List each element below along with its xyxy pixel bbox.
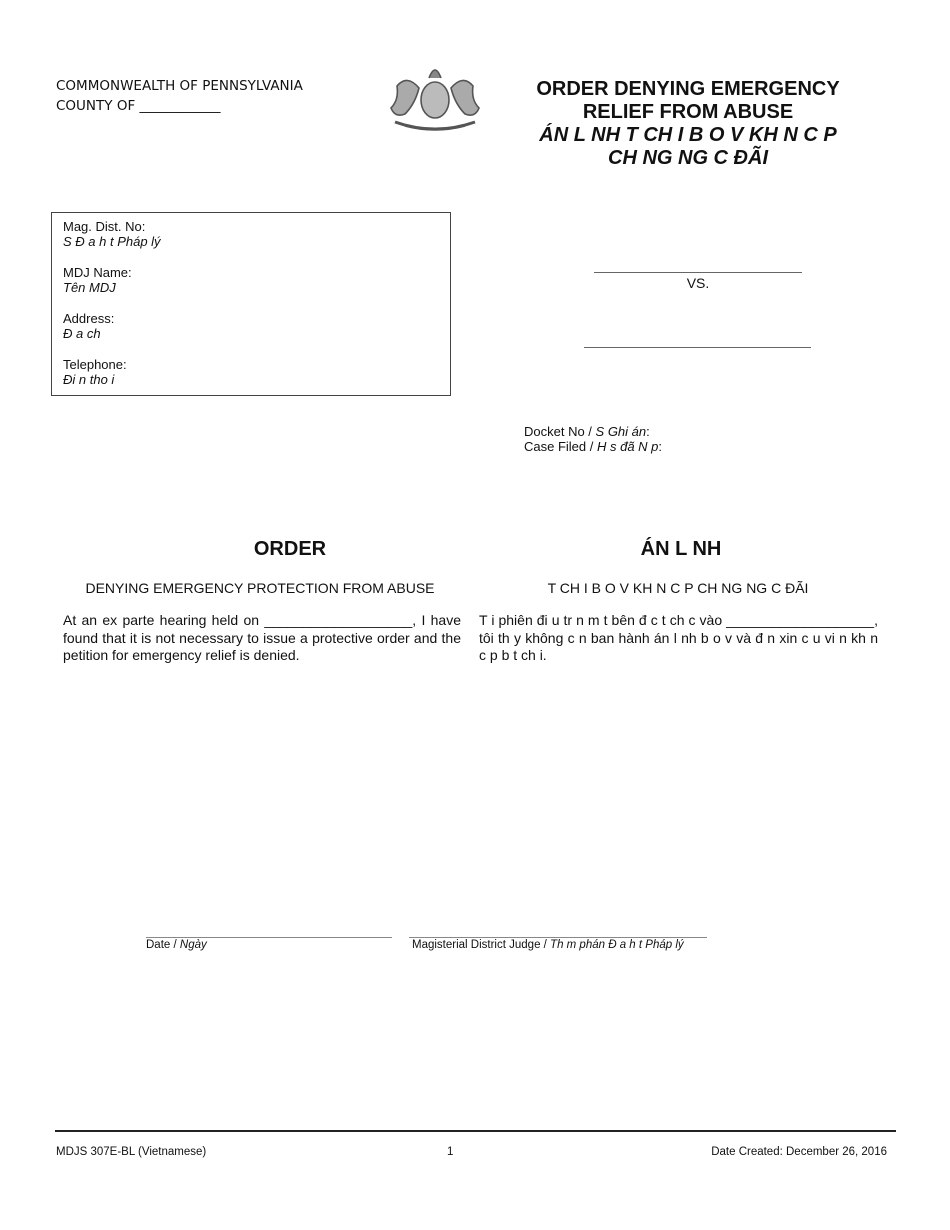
judge-signature-line[interactable] (409, 937, 707, 938)
order-subheading-en: DENYING EMERGENCY PROTECTION FROM ABUSE (85, 580, 435, 596)
judge-label: Magisterial District Judge / Th m phán Đ a h t Pháp lý (412, 939, 684, 951)
order-body-vi: T i phiên đi u tr n m t bên đ c t ch c vào ___________________, tôi th y không c n ban hành án l nh b o v và đ n xin c u vi n kh n c p b t ch i. (479, 612, 878, 663)
date-created: Date Created: December 26, 2016 (711, 1146, 887, 1158)
date-signature-line[interactable] (146, 937, 392, 938)
mag-dist-no-field[interactable] (63, 219, 439, 249)
title-vi-line2: CH NG NG C ĐÃI (608, 147, 768, 169)
document-title (488, 78, 888, 170)
county-label: COUNTY OF ____________ (56, 98, 221, 114)
telephone-field[interactable] (63, 357, 439, 387)
title-en-line2: RELIEF FROM ABUSE (582, 101, 794, 123)
defendant-line[interactable] (584, 347, 811, 348)
field-label: Mag. Dist. No: (63, 219, 146, 234)
field-label-vi: S Đ a h t Pháp lý (63, 234, 161, 249)
case-filed-field[interactable]: Case Filed / H s đã N p: (524, 439, 663, 454)
docket-info (524, 424, 662, 454)
field-label: Address: (63, 311, 115, 326)
address-field[interactable] (63, 311, 439, 341)
field-label: Telephone: (63, 357, 127, 372)
versus-label: VS. (686, 275, 710, 291)
order-heading-en: ORDER (253, 538, 327, 560)
plaintiff-line[interactable] (594, 272, 802, 273)
mdj-name-field[interactable] (63, 265, 439, 295)
court-header (56, 76, 303, 116)
form-id: MDJS 307E-BL (Vietnamese) (56, 1146, 207, 1158)
date-label: Date / Ngày (146, 939, 207, 951)
page-number: 1 (447, 1146, 454, 1158)
state-seal-icon (385, 58, 485, 133)
footer-divider (55, 1130, 896, 1132)
field-label-vi: Tên MDJ (63, 280, 116, 295)
order-heading-vi: ÁN L NH (640, 538, 722, 560)
order-body-en: At an ex parte hearing held on ___________________, I have found that it is not necessary to issue a protective order and the petition for emergency relief is denied. (63, 612, 461, 663)
order-subheading-vi: T CH I B O V KH N C P CH NG NG C ĐÃI (547, 580, 809, 596)
field-label-vi: Đi n tho i (63, 372, 115, 387)
field-label-vi: Đ a ch (63, 326, 101, 341)
court-info-box (51, 212, 451, 396)
docket-no-field[interactable]: Docket No / S Ghi án: (524, 424, 650, 439)
title-vi-line1: ÁN L NH T CH I B O V KH N C P (539, 124, 837, 146)
title-en-line1: ORDER DENYING EMERGENCY (536, 78, 840, 100)
commonwealth-label: COMMONWEALTH OF PENNSYLVANIA (56, 78, 303, 94)
field-label: MDJ Name: (63, 265, 132, 280)
